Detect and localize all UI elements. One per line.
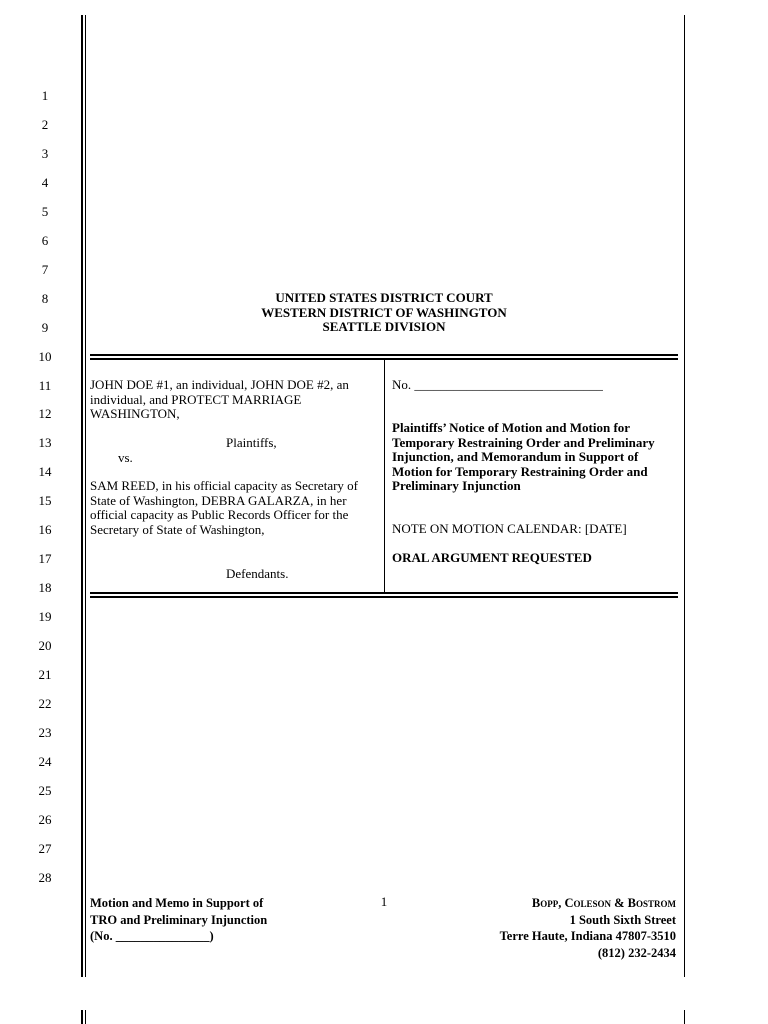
line-number: 23 bbox=[38, 724, 52, 740]
footer-firm-block bbox=[420, 895, 676, 961]
next-page-left-margin-inner bbox=[85, 1010, 86, 1024]
court-caption bbox=[90, 291, 678, 335]
motion-title: Plaintiffs’ Notice of Motion and Motion for Temporary Restraining Order and Preliminary Injunction, and Memorandum in Support of Motion for Temporary Restraining Order and Preliminary Injunction bbox=[392, 420, 655, 493]
footer-case-number: (No. _______________) bbox=[90, 929, 214, 943]
line-number: 19 bbox=[38, 609, 52, 625]
versus-label: vs. bbox=[118, 450, 133, 465]
line-number: 28 bbox=[38, 869, 52, 885]
line-number: 5 bbox=[41, 203, 49, 219]
line-number: 12 bbox=[38, 406, 52, 422]
oral-argument-requested: ORAL ARGUMENT REQUESTED bbox=[392, 550, 592, 565]
court-division: SEATTLE DIVISION bbox=[322, 319, 446, 334]
line-number: 18 bbox=[38, 580, 52, 596]
line-number: 16 bbox=[38, 522, 52, 538]
line-number: 7 bbox=[41, 261, 49, 277]
motion-calendar-note: NOTE ON MOTION CALENDAR: [DATE] bbox=[392, 521, 627, 536]
line-number: 9 bbox=[41, 319, 49, 335]
court-name: UNITED STATES DISTRICT COURT bbox=[275, 290, 493, 305]
firm-phone: (812) 232-2434 bbox=[597, 945, 676, 960]
caption-bottom-rule-2 bbox=[90, 596, 678, 598]
firm-street-address: 1 South Sixth Street bbox=[569, 912, 676, 927]
line-number: 26 bbox=[38, 811, 52, 827]
line-number: 8 bbox=[41, 290, 49, 306]
caption-divider bbox=[384, 358, 385, 592]
firm-name: Bopp, Coleson & Bostrom bbox=[531, 896, 676, 910]
line-number: 27 bbox=[38, 840, 52, 856]
line-number: 11 bbox=[38, 377, 52, 393]
defendants-label: Defendants. bbox=[226, 566, 289, 581]
line-number: 22 bbox=[38, 695, 52, 711]
line-number: 14 bbox=[38, 464, 52, 480]
caption-bottom-rule-1 bbox=[90, 592, 678, 594]
line-number: 17 bbox=[38, 551, 52, 567]
left-margin-line-inner bbox=[85, 15, 86, 977]
line-number: 13 bbox=[38, 435, 52, 451]
defendants-names: SAM REED, in his official capacity as Secretary of State of Washington, DEBRA GALARZA, in her official capacity as Public Records Officer for the Secretary of State of Washington, bbox=[90, 478, 358, 537]
firm-city-state-zip: Terre Haute, Indiana 47807-3510 bbox=[499, 929, 676, 943]
line-number: 2 bbox=[41, 116, 49, 132]
line-number: 24 bbox=[38, 753, 52, 769]
line-number: 6 bbox=[41, 232, 49, 248]
court-district: WESTERN DISTRICT OF WASHINGTON bbox=[261, 304, 507, 320]
line-number: 15 bbox=[38, 493, 52, 509]
next-page-right-margin bbox=[684, 1010, 685, 1024]
footer-doc-title-line2: TRO and Preliminary Injunction bbox=[90, 912, 268, 927]
case-number: No. _____________________________ bbox=[392, 377, 603, 392]
line-number: 4 bbox=[41, 174, 49, 190]
line-number: 10 bbox=[38, 348, 52, 364]
next-page-left-margin-outer bbox=[81, 1010, 83, 1024]
footer-doc-title-line1: Motion and Memo in Support of bbox=[90, 896, 264, 910]
left-margin-line-outer bbox=[81, 15, 83, 977]
caption-top-rule-1 bbox=[90, 354, 678, 356]
line-number: 21 bbox=[38, 667, 52, 682]
page-number: 1 bbox=[380, 894, 388, 909]
footer-left bbox=[90, 895, 267, 945]
plaintiffs-label: Plaintiffs, bbox=[226, 435, 277, 450]
right-margin-line bbox=[684, 15, 685, 977]
line-number: 20 bbox=[38, 638, 52, 654]
line-number: 1 bbox=[41, 88, 49, 103]
plaintiffs-names: JOHN DOE #1, an individual, JOHN DOE #2, an individual, and PROTECT MARRIAGE WASHINGTON, bbox=[90, 377, 349, 421]
line-number: 3 bbox=[41, 145, 49, 161]
line-number: 25 bbox=[38, 782, 52, 798]
